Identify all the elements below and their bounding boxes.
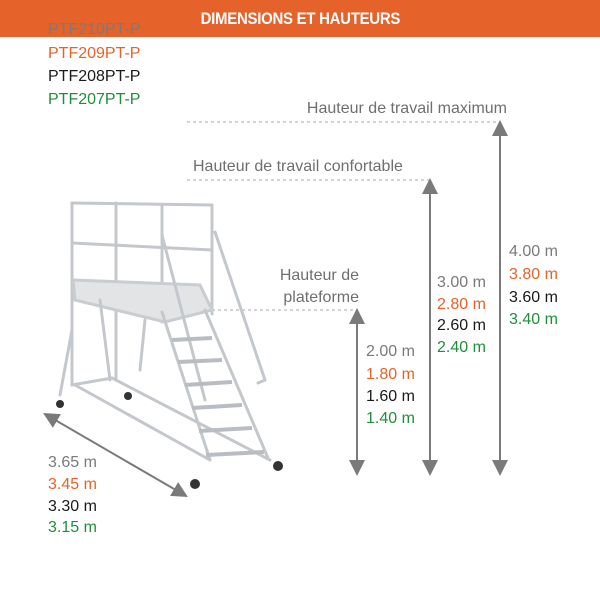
model-item: PTF208PT-P [48,68,141,85]
value-gray: 2.00 m [366,343,415,360]
value-black: 1.60 m [366,388,415,405]
ladder-steps [172,338,264,455]
value-green: 2.40 m [437,339,486,356]
value-green: 1.40 m [366,410,415,427]
value-orange: 3.45 m [48,476,97,493]
value-green: 3.15 m [48,519,97,536]
value-orange: 1.80 m [366,366,415,383]
value-black: 3.60 m [509,289,558,306]
value-black: 2.60 m [437,317,486,334]
value-orange: 3.80 m [509,266,558,283]
value-black: 3.30 m [48,498,97,515]
model-item: PTF210PT-P [48,21,141,38]
value-orange: 2.80 m [437,296,486,313]
max-height-label: Hauteur de travail maximum [306,100,507,117]
platform-height-label-line1: Hauteur de [279,267,359,284]
platform-ladder-illustration [60,203,270,460]
value-gray: 4.00 m [509,243,558,260]
model-item: PTF207PT-P [48,91,141,108]
header-title: DIMENSIONS ET HAUTEURS [200,8,400,28]
platform-height-label-line2: plateforme [283,289,359,306]
comfortable-height-label: Hauteur de travail confortable [193,158,403,175]
value-gray: 3.65 m [48,454,97,471]
model-item: PTF209PT-P [48,45,141,62]
value-gray: 3.00 m [437,274,486,291]
value-green: 3.40 m [509,311,558,328]
